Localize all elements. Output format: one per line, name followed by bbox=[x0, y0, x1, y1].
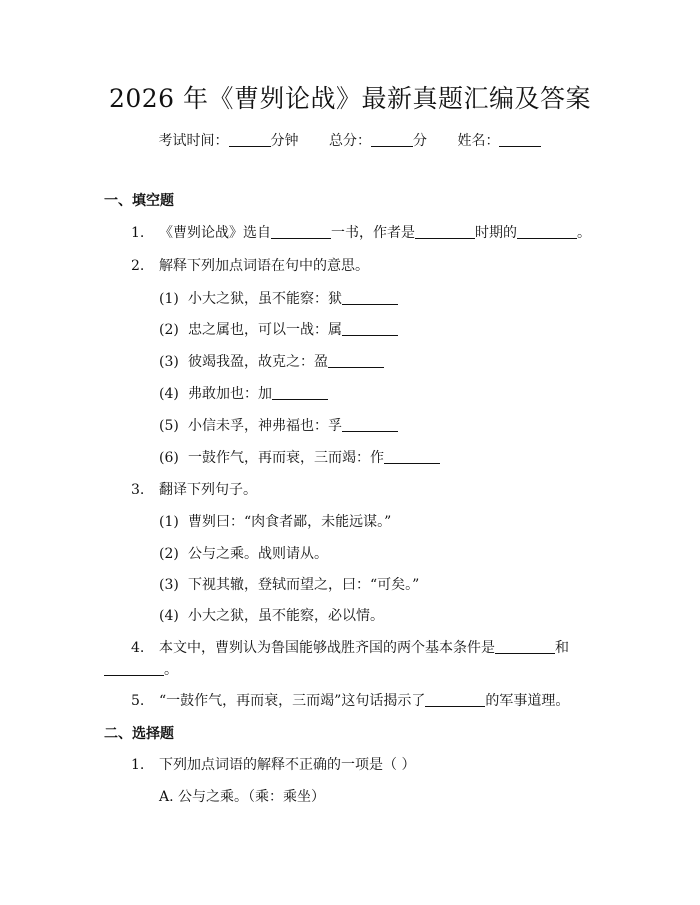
sub-question-label: (4) bbox=[159, 386, 179, 402]
answer-blank[interactable] bbox=[415, 224, 475, 239]
name-blank[interactable] bbox=[499, 132, 541, 147]
answer-blank[interactable] bbox=[342, 290, 398, 305]
sub-question bbox=[159, 448, 440, 468]
answer-blank[interactable] bbox=[384, 449, 440, 464]
time-blank[interactable] bbox=[229, 132, 271, 147]
question-text: 。 bbox=[577, 225, 591, 241]
sub-question bbox=[159, 544, 328, 564]
question-text: 一书，作者是 bbox=[331, 225, 415, 241]
question-number: 1. bbox=[131, 225, 145, 241]
question-1-4-continued bbox=[104, 660, 178, 680]
question-text: 和 bbox=[555, 640, 569, 656]
answer-blank[interactable] bbox=[271, 224, 331, 239]
section-heading-fill-blank: 一、填空题 bbox=[104, 193, 174, 209]
time-label: 考试时间： bbox=[158, 133, 229, 149]
answer-blank[interactable] bbox=[342, 321, 398, 336]
answer-blank[interactable] bbox=[517, 224, 577, 239]
name-label: 姓名： bbox=[457, 133, 500, 149]
answer-blank[interactable] bbox=[104, 661, 164, 676]
question-1-2 bbox=[131, 256, 369, 276]
answer-blank[interactable] bbox=[425, 692, 485, 707]
sub-question-text: 一鼓作气，再而衰，三而竭：作 bbox=[188, 450, 384, 466]
question-number: 3. bbox=[131, 482, 145, 498]
sub-question-text: 彼竭我盈，故克之：盈 bbox=[188, 354, 328, 370]
question-number: 4. bbox=[131, 640, 145, 656]
sub-question bbox=[159, 512, 391, 532]
question-text: 下列加点词语的解释不正确的一项是（ ） bbox=[159, 757, 416, 773]
sub-question-label: (3) bbox=[159, 354, 179, 370]
question-1-1 bbox=[131, 223, 591, 243]
sub-question bbox=[159, 416, 398, 436]
sub-question bbox=[159, 289, 398, 309]
sub-question-text: 小信未孚，神弗福也：孚 bbox=[188, 418, 342, 434]
time-field bbox=[159, 131, 299, 151]
sub-question-text: 弗敢加也：加 bbox=[188, 386, 272, 402]
question-1-3 bbox=[131, 480, 257, 500]
page-title: 2026 年《曹刿论战》最新真题汇编及答案 bbox=[108, 84, 592, 113]
option-a[interactable]: A. 公与之乘。（乘：乘坐） bbox=[159, 789, 326, 805]
time-unit: 分钟 bbox=[270, 133, 299, 149]
question-text: 。 bbox=[164, 662, 178, 678]
question-text: “一鼓作气，再而衰，三而竭”这句话揭示了 bbox=[159, 693, 426, 709]
sub-question-label: (1) bbox=[159, 514, 179, 530]
sub-question bbox=[159, 575, 419, 595]
question-number: 1. bbox=[131, 757, 145, 773]
sub-question-label: (1) bbox=[159, 291, 179, 307]
question-2-1 bbox=[131, 755, 415, 775]
sub-question-text: 忠之属也，可以一战：属 bbox=[188, 322, 342, 338]
sub-question-text: 小大之狱，虽不能察：狱 bbox=[188, 291, 342, 307]
sub-question-label: (6) bbox=[159, 450, 179, 466]
exam-meta bbox=[0, 131, 700, 151]
answer-blank[interactable] bbox=[272, 385, 328, 400]
question-text: 翻译下列句子。 bbox=[159, 482, 257, 498]
sub-question-label: (5) bbox=[159, 418, 179, 434]
sub-question bbox=[159, 384, 328, 404]
sub-question-text: 小大之狱，虽不能察，必以情。 bbox=[188, 608, 384, 624]
question-text: 的军事道理。 bbox=[485, 693, 570, 709]
section-heading-multiple-choice: 二、选择题 bbox=[104, 726, 174, 742]
score-label: 总分： bbox=[329, 133, 371, 149]
name-field bbox=[457, 131, 541, 151]
score-blank[interactable] bbox=[371, 132, 413, 147]
question-number: 5. bbox=[131, 693, 145, 709]
question-number: 2. bbox=[131, 258, 145, 274]
sub-question-text: 公与之乘。战则请从。 bbox=[188, 546, 328, 562]
answer-blank[interactable] bbox=[342, 417, 398, 432]
sub-question bbox=[159, 352, 384, 372]
question-1-4 bbox=[131, 638, 569, 658]
sub-question bbox=[159, 606, 384, 626]
score-field bbox=[329, 131, 427, 151]
sub-question-label: (4) bbox=[159, 608, 179, 624]
sub-question bbox=[159, 320, 398, 340]
question-1-5 bbox=[131, 691, 569, 711]
sub-question-label: (3) bbox=[159, 577, 179, 593]
answer-blank[interactable] bbox=[495, 639, 555, 654]
question-text: 本文中，曹刿认为鲁国能够战胜齐国的两个基本条件是 bbox=[159, 640, 495, 656]
sub-question-label: (2) bbox=[159, 322, 179, 338]
sub-question-text: 下视其辙，登轼而望之，曰：“可矣。” bbox=[188, 577, 420, 593]
sub-question-text: 曹刿曰：“肉食者鄙，未能远谋。” bbox=[188, 514, 392, 530]
question-text: 解释下列加点词语在句中的意思。 bbox=[159, 258, 369, 274]
sub-question-label: (2) bbox=[159, 546, 179, 562]
question-text: 《曹刿论战》选自 bbox=[159, 225, 271, 241]
question-text: 时期的 bbox=[475, 225, 517, 241]
answer-blank[interactable] bbox=[328, 353, 384, 368]
score-unit: 分 bbox=[413, 133, 427, 149]
